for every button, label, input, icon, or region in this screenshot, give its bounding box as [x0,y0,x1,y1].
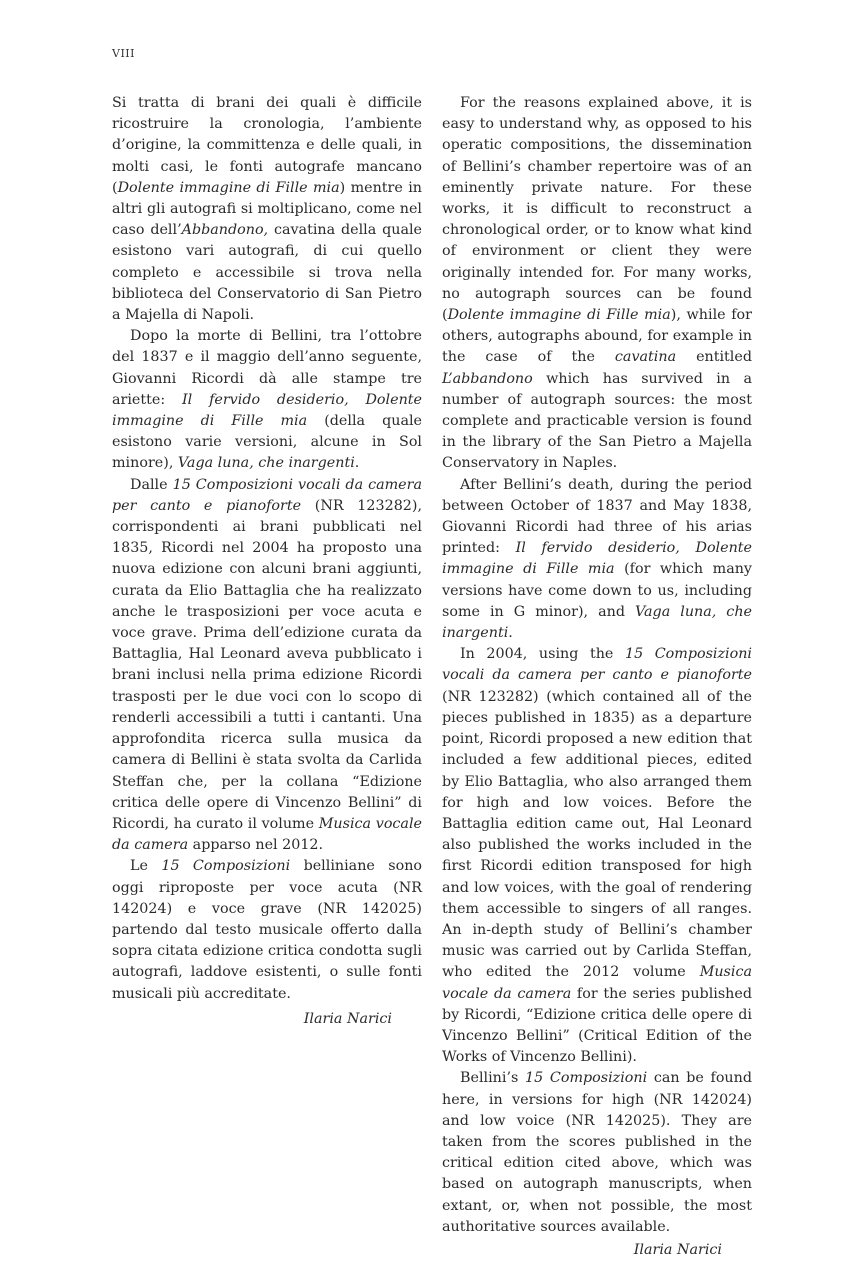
english-column [442,93,752,1261]
english-paragraph-1: For the reasons explained above, it is easy to understand why, as opposed to his operatic compositions, the dissemination of Bellini’s chamber repertoire was of an eminently private nature. For these works, it is difficult to reconstruct a chronological order, or to know what kind of environment or client they were originally intended for. For many works, no autograph sources can be found (Dolente immagine di Fille mia), while for others, autographs abound, for example in the case of the cavatina entitled L’abbandono which has survived in a number of autograph sources: the most complete and practicable version is found in the library of the San Pietro a Majella Conservatory in Naples. [442,95,752,472]
italian-paragraph-2: Dopo la morte di Bellini, tra l’ottobre del 1837 e il maggio dell’anno seguente, Giovanni Ricordi dà alle stampe tre ariette: Il fervido desiderio, Dolente immagine di Fille mia (della quale esistono varie versioni, alcune in Sol minore), Vaga luna, che inargenti. [112,328,422,472]
english-signature: Ilaria Narici [633,1241,722,1258]
english-paragraph-4: Bellini’s 15 Composizioni can be found here, in versions for high (NR 142024) and low voice (NR 142025). They are taken from the scores published in the critical edition cited above, which was based on autograph manuscripts, when extant, or, when not possible, the most authoritative sources available. [442,1070,752,1235]
italian-signature: Ilaria Narici [303,1010,392,1027]
english-paragraph-3: In 2004, using the 15 Composizioni vocali da camera per canto e pianoforte (NR 123282) (which contained all of the pieces published in 1835) as a departure point, Ricordi proposed a new edition that included a few additional pieces, edited by Elio Battaglia, who also arranged them for high and low voices. Before the Battaglia edition came out, Hal Leonard also published the works included in the first Ricordi edition transposed for high and low voices, with the goal of rendering them accessible to singers of all ranges. An in-depth study of Bellini’s chamber music was carried out by Carlida Steffan, who edited the 2012 volume Musica vocale da camera for the series published by Ricordi, “Edizione critica delle opere di Vincenzo Bellini” (Critical Edition of the Works of Vincenzo Bellini). [442,646,752,1066]
italian-column [112,93,422,1030]
english-paragraph-2: After Bellini’s death, during the period between October of 1837 and May 1838, Giovanni Ricordi had three of his arias printed: Il fervido desiderio, Dolente immagine di Fille mia (for which many versions have come down to us, including some in G minor), and Vaga luna, che inargenti. [442,476,753,642]
italian-paragraph-1: Si tratta di brani dei quali è difficile ricostruire la cronologia, l’ambiente d’origine, la committenza e delle quali, in molti casi, le fonti autografe mancano (Dolente immagine di Fille mia) mentre in altri gli autografi si moltiplicano, come nel caso dell’Abbandono, cavatina della quale esistono vari autografi, di cui quello completo e accessibile si trova nella biblioteca del Conservatorio di San Pietro a Majella di Napoli. [112,95,423,324]
page-number: VIII [112,47,135,60]
italian-paragraph-4: Le 15 Composizioni belliniane sono oggi riproposte per voce acuta (NR 142024) e voce grave (NR 142025) partendo dal testo musicale offerto dalla sopra citata edizione critica condotta sugli autografi, laddove esistenti, o sulle fonti musicali più accreditate. [112,858,423,1002]
italian-paragraph-3: Dalle 15 Composizioni vocali da camera per canto e pianoforte (NR 123282), corrispondenti ai brani pubblicati nel 1835, Ricordi nel 2004 ha proposto una nuova edizione con alcuni brani aggiunti, curata da Elio Battaglia che ha realizzato anche le trasposizioni per voce acuta e voce grave. Prima dell’edizione curata da Battaglia, Hal Leonard aveva pubblicato i brani inclusi nella prima edizione Ricordi trasposti per le due voci con lo scopo di renderli accessibili a tutti i cantanti. Una approfondita ricerca sulla musica da camera di Bellini è stata svolta da Carlida Steffan che, per la collana “Edizione critica delle opere di Vincenzo Bellini” di Ricordi, ha curato il volume Musica vocale da camera apparso nel 2012. [112,476,423,854]
